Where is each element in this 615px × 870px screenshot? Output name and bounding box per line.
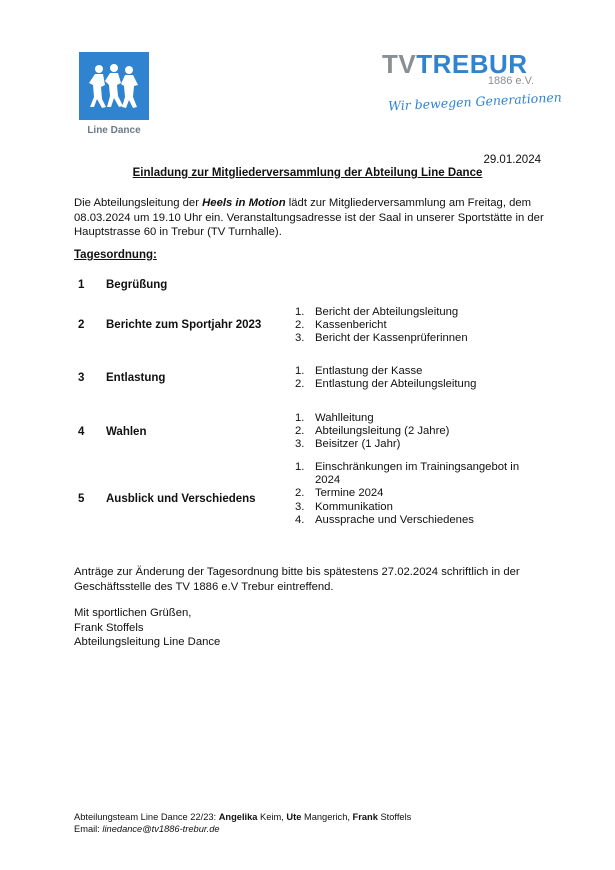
closing-paragraph: Anträge zur Änderung der Tagesordnung bitte bis spätestens 27.02.2024 schriftlich in der Geschäftsstelle des TV 1886 e.V Trebur eintreffend. [74, 566, 520, 593]
document-date: 29.01.2024 [483, 154, 541, 166]
line-dance-logo [79, 52, 149, 120]
agenda-label: Wahlen [106, 426, 147, 438]
line-dancers-icon [87, 63, 141, 109]
agenda-subitem: 3. Beisitzer (1 Jahr) [295, 438, 401, 451]
agenda-label: Entlastung [106, 372, 166, 384]
agenda-number: 3 [78, 372, 85, 384]
intro-paragraph [74, 196, 544, 240]
agenda-label: Berichte zum Sportjahr 2023 [106, 319, 262, 331]
agenda-subitem: 1. Einschränkungen im Trainingsangebot in 2024 [295, 461, 520, 487]
brand-tv: TV [382, 49, 417, 79]
agenda-subitem: 1. Entlastung der Kasse [295, 365, 423, 377]
agenda-label: Ausblick und Verschiedens [106, 493, 256, 505]
agenda-subitem: 3. Bericht der Kassenprüferinnen [295, 332, 468, 345]
tv-trebur-brand [382, 49, 563, 120]
signature-greeting: Mit sportlichen Grüßen, [74, 607, 192, 619]
intro-text-end: lädt zur Mitgliederversammlung am Freitag, dem 08.03.2024 um 19.10 Uhr ein. Veranstaltungsadresse ist der Saal in unserer Sportstätte in der Hauptstrasse 60 in Trebur (TV Turnhalle). [74, 197, 544, 238]
agenda-sublist [295, 461, 545, 527]
signature-role: Abteilungsleitung Line Dance [74, 636, 221, 648]
brand-name [382, 50, 528, 78]
agenda-subitem: 2. Entlastung der Abteilungsleitung [295, 378, 477, 391]
brand-trebur: TREBUR [416, 49, 528, 79]
agenda-sublist [295, 365, 545, 391]
agenda-heading: Tagesordnung: [74, 249, 157, 261]
brand-slogan: Wir bewegen Generationen [387, 89, 563, 114]
footer [74, 811, 411, 835]
brand-year: 1886 e.V. [487, 75, 534, 87]
intro-text-start: Die Abteilungsleitung der [74, 197, 203, 209]
agenda-number: 1 [78, 279, 85, 291]
document-title: Einladung zur Mitgliederversammlung der Abteilung Line Dance [132, 167, 483, 179]
signature-block [74, 606, 220, 650]
agenda-sublist [295, 306, 545, 346]
agenda-subitem: 2. Abteilungsleitung (2 Jahre) [295, 425, 450, 438]
agenda-number: 5 [78, 493, 85, 505]
logo-caption: Line Dance [87, 125, 141, 136]
agenda-number: 4 [78, 426, 85, 438]
footer-team: Abteilungsteam Line Dance 22/23: Angelika Keim, Ute Mangerich, Frank Stoffels [74, 812, 412, 822]
agenda-subitem: 3. Kommunikation [295, 500, 393, 513]
agenda-subitem: 1. Wahlleitung [295, 412, 374, 424]
footer-email-line: Email: linedance@tv1886-trebur.de [74, 824, 220, 834]
footer-email-link[interactable]: linedance@tv1886-trebur.de [102, 824, 220, 834]
agenda-subitem: 2. Kassenbericht [295, 319, 387, 332]
group-name: Heels in Motion [202, 197, 286, 209]
agenda-number: 2 [78, 319, 85, 331]
agenda-label: Begrüßung [106, 279, 168, 291]
agenda-subitem: 1. Bericht der Abteilungsleitung [295, 306, 459, 318]
signature-name: Frank Stoffels [74, 621, 144, 634]
agenda-subitem: 2. Termine 2024 [295, 487, 384, 500]
agenda-sublist [295, 412, 545, 452]
agenda-subitem: 4. Aussprache und Verschiedenes [295, 513, 474, 526]
